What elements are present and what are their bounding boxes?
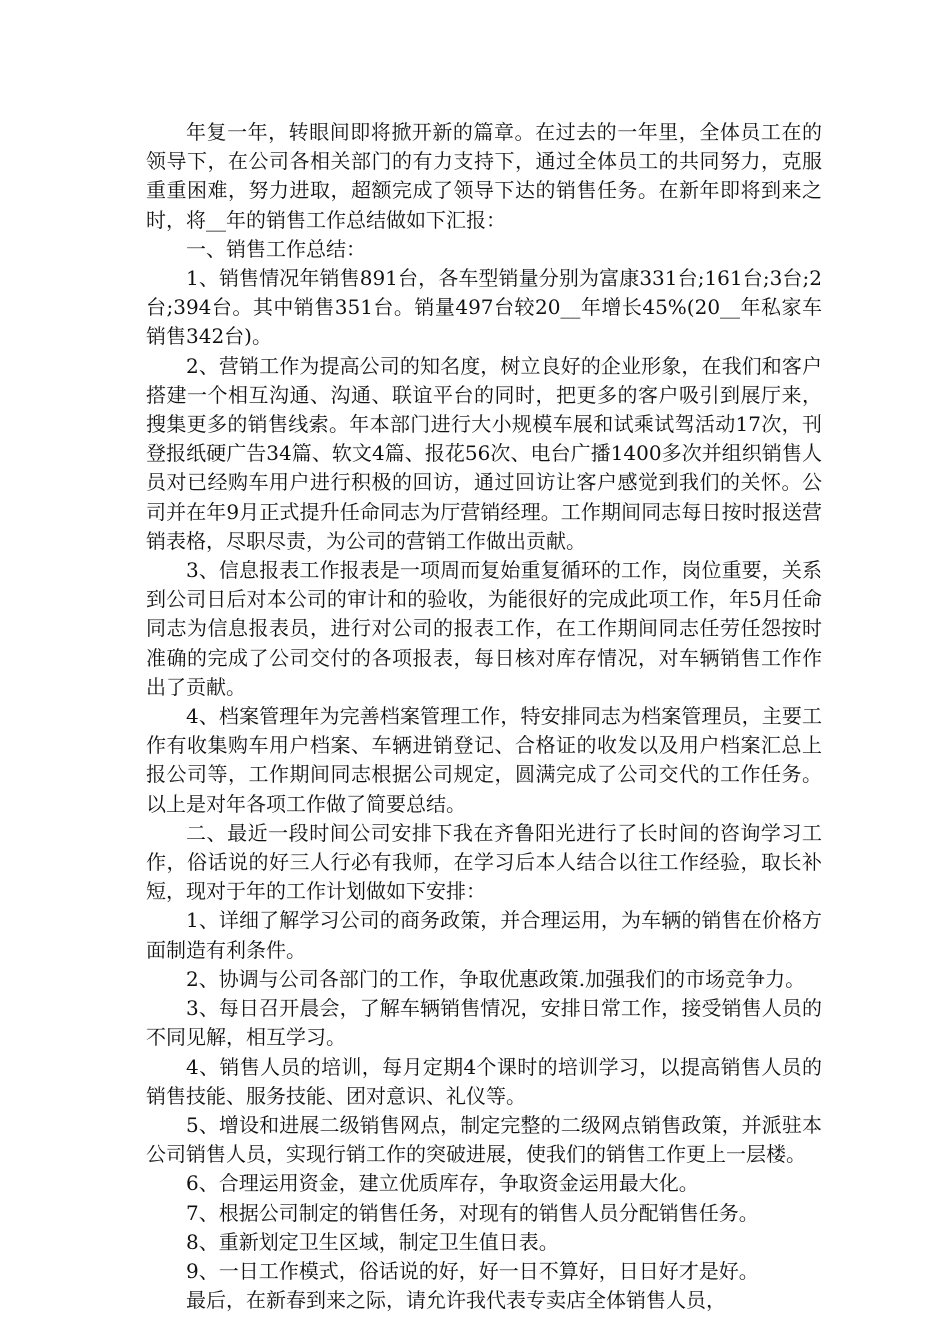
plan-item-8: 8、重新划定卫生区域，制定卫生值日表。 xyxy=(186,1229,559,1254)
plan-item-3: 3、每日召开晨会，了解车辆销售情况，安排日常工作，接受销售人员的不同见解，相互学习。 xyxy=(146,996,822,1050)
section-heading-sales-summary: 一、销售工作总结： xyxy=(186,236,366,261)
plan-item-9: 9、一日工作模式，俗话说的好，好一日不算好，日日好才是好。 xyxy=(186,1258,759,1283)
plan-item-1: 1、详细了解学习公司的商务政策，并合理运用，为车辆的销售在价格方面制造有利条件。 xyxy=(146,908,822,962)
paragraph-marketing-work: 2、营销工作为提高公司的知名度，树立良好的企业形象，在我们和客户搭建一个相互沟通、沟通、联谊平台的同时，把更多的客户吸引到展厅来，搜集更多的销售线索。年本部门进行大小规模车展和试乘试驾活动17次，刊登报纸硬广告34篇、软文4篇、报花56次、电台广播1400多次并组织销售人员对已经购车用户进行积极的回访，通过回访让客户感觉到我们的关怀。公司并在年9月正式提升任命同志为厅营销经理。工作期间同志每日按时报送营销表格，尽职尽责，为公司的营销工作做出贡献。 xyxy=(146,353,822,553)
plan-item-2: 2、协调与公司各部门的工作，争取优惠政策.加强我们的市场竞争力。 xyxy=(186,966,806,991)
paragraph-info-reports: 3、信息报表工作报表是一项周而复始重复循环的工作，岗位重要，关系到公司日后对本公司的审计和的验收，为能很好的完成此项工作，年5月任命同志为信息报表员，进行对公司的报表工作，在工作期间同志任劳任怨按时准确的完成了公司交付的各项报表，每日核对库存情况，对车辆销售工作作出了贡献。 xyxy=(146,558,822,699)
plan-item-5: 5、增设和进展二级销售网点，制定完整的二级网点销售政策，并派驻本公司销售人员，实现行销工作的突破进展，使我们的销售工作更上一层楼。 xyxy=(146,1112,822,1167)
plan-item-6: 6、合理运用资金，建立优质库存，争取资金运用最大化。 xyxy=(186,1171,699,1196)
paragraph-sales-figures: 1、销售情况年销售891台，各车型销量分别为富康331台;161台;3台;2台;394台。其中销售351台。销量497台较20__年增长45%(20__年私家车销售342台)。 xyxy=(146,266,822,349)
paragraph-intro: 年复一年，转眼间即将掀开新的篇章。在过去的一年里，全体员工在的领导下，在公司各相关部门的有力支持下，通过全体员工的共同努力，克服重重困难，努力进取，超额完成了领导下达的销售任务。在新年即将到来之时，将__年的销售工作总结做如下汇报： xyxy=(146,120,822,232)
paragraph-archive-management: 4、档案管理年为完善档案管理工作，特安排同志为档案管理员，主要工作有收集购车用户档案、车辆进销登记、合格证的收发以及用户档案汇总上报公司等，工作期间同志根据公司规定，圆满完成了公司交代的工作任务。以上是对年各项工作做了简要总结。 xyxy=(146,704,822,816)
plan-item-4: 4、销售人员的培训，每月定期4个课时的培训学习，以提高销售人员的销售技能、服务技能、团对意识、礼仪等。 xyxy=(146,1054,822,1108)
document-page xyxy=(146,118,822,1315)
paragraph-closing: 最后，在新春到来之际，请允许我代表专卖店全体销售人员， xyxy=(186,1288,726,1313)
section-heading-work-plan: 二、最近一段时间公司安排下我在齐鲁阳光进行了长时间的咨询学习工作，俗话说的好三人行必有我师，在学习后本人结合以往工作经验，取长补短，现对于年的工作计划做如下安排： xyxy=(146,820,822,904)
plan-item-7: 7、根据公司制定的销售任务，对现有的销售人员分配销售任务。 xyxy=(186,1200,759,1225)
